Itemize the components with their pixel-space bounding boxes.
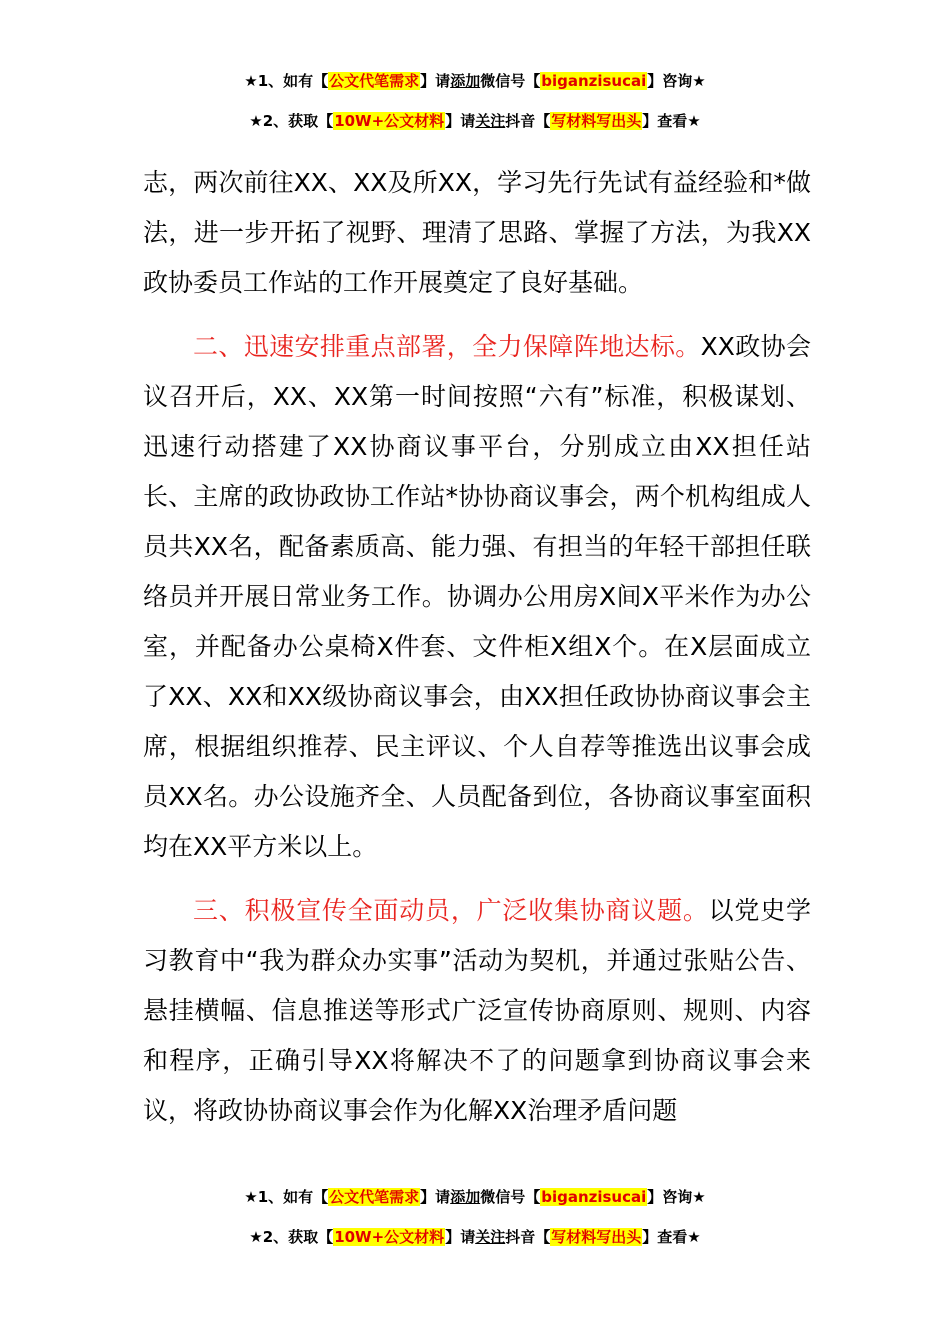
- banner-highlight: 10W+公文材料: [334, 112, 445, 130]
- banner-text: 微信号【: [480, 1188, 541, 1206]
- banner-text: 】请: [445, 1228, 476, 1246]
- banner-text: 】咨询★: [647, 72, 706, 90]
- bottom-banner-line-2: [0, 1226, 950, 1248]
- banner-text: 】请: [420, 72, 451, 90]
- banner-text: ★2、获取【: [249, 112, 334, 130]
- banner-highlight: 公文代笔需求: [329, 72, 420, 90]
- banner-text: ★2、获取【: [249, 1228, 334, 1246]
- section-body: XX政协会议召开后，XX、XX第一时间按照“六有”标准，积极谋划、迅速行动搭建了XX协商议事平台，分别成立由XX担任站长、主席的政协政协工作站*协协商议事会，两个机构组成人员共XX名，配备素质高、能力强、有担当的年轻干部担任联络员并开展日常业务工作。协调办公用房X间X平米作为办公室，并配备办公桌椅X件套、文件柜X组X个。在X层面成立了XX、XX和XX级协商议事会，由XX担任政协协商议事会主席，根据组织推荐、民主评议、个人自荐等推选出议事会成员XX名。办公设施齐全、人员配备到位，各协商议事室面积均在XX平方米以上。: [143, 332, 811, 861]
- top-banner-line-2: [0, 110, 950, 132]
- banner-text: 】查看★: [642, 112, 701, 130]
- banner-underline: 添加: [450, 1188, 481, 1206]
- banner-text: 微信号【: [480, 72, 541, 90]
- section-paragraph-2: [143, 322, 811, 872]
- section-body: 以党史学习教育中“我为群众办实事”活动为契机，并通过张贴公告、悬挂横幅、信息推送等形式广泛宣传协商原则、规则、内容和程序，正确引导XX将解决不了的问题拿到协商议事会来议，将政协协商议事会作为化解XX治理矛盾问题: [143, 896, 811, 1125]
- banner-underline: 添加: [450, 72, 481, 90]
- banner-text: 】请: [445, 112, 476, 130]
- banner-highlight: biganzisucai: [541, 1188, 647, 1206]
- banner-underline: 关注: [475, 112, 506, 130]
- banner-text: 】请: [420, 1188, 451, 1206]
- banner-highlight: 写材料写出头: [551, 1228, 642, 1246]
- banner-text: ★1、如有【: [244, 72, 329, 90]
- banner-highlight: 公文代笔需求: [329, 1188, 420, 1206]
- banner-text: 】查看★: [642, 1228, 701, 1246]
- banner-text: 】咨询★: [647, 1188, 706, 1206]
- banner-underline: 关注: [475, 1228, 506, 1246]
- banner-text: ★1、如有【: [244, 1188, 329, 1206]
- banner-text: 抖音【: [505, 1228, 551, 1246]
- top-banner-line-1: [0, 70, 950, 92]
- bottom-banner-line-1: [0, 1186, 950, 1208]
- banner-highlight: biganzisucai: [541, 72, 647, 90]
- banner-highlight: 写材料写出头: [551, 112, 642, 130]
- paragraph: 志，两次前往XX、XX及所XX，学习先行先试有益经验和*做法，进一步开拓了视野、理清了思路、掌握了方法，为我XX政协委员工作站的工作开展奠定了良好基础。: [143, 168, 811, 297]
- document-body: [143, 158, 811, 1136]
- section-heading: 二、迅速安排重点部署，全力保障阵地达标。: [193, 332, 701, 361]
- section-heading: 三、积极宣传全面动员，广泛收集协商议题。: [193, 896, 709, 925]
- banner-highlight: 10W+公文材料: [334, 1228, 445, 1246]
- banner-text: 抖音【: [505, 112, 551, 130]
- section-paragraph-3: [143, 886, 811, 1136]
